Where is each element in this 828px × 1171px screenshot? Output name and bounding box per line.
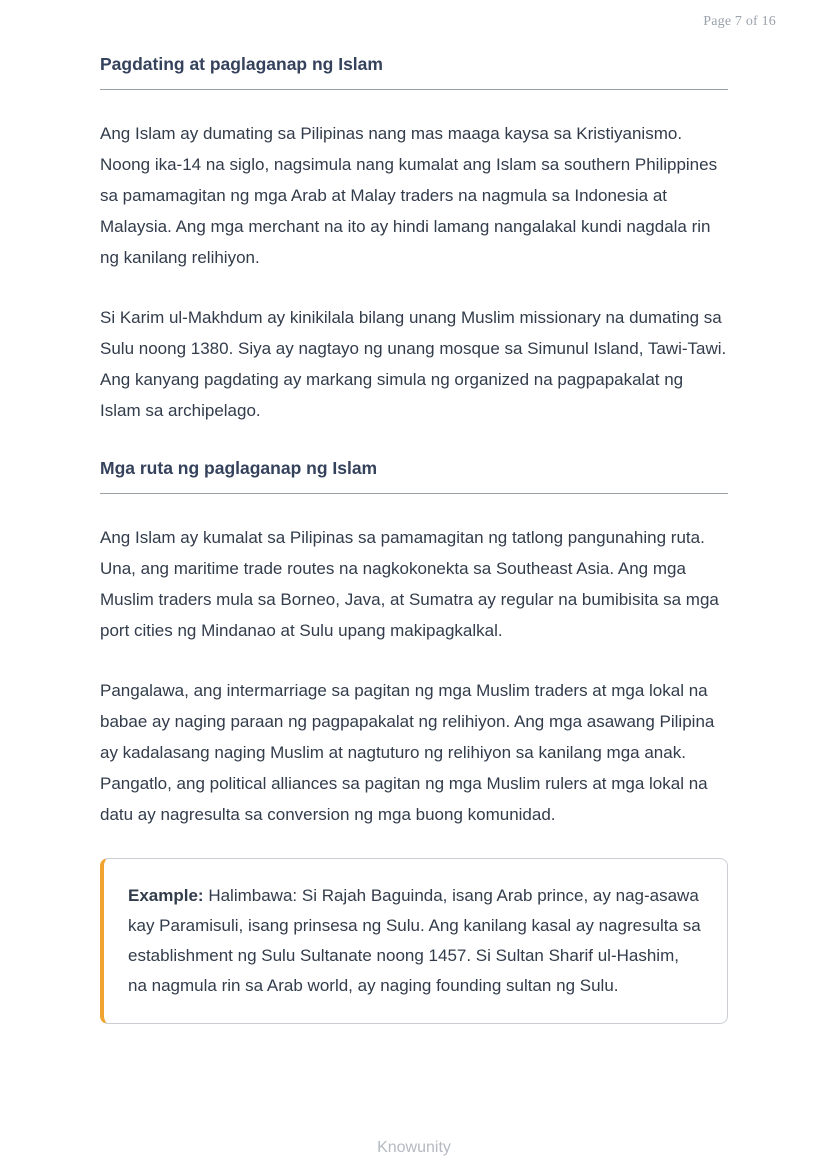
example-text — [128, 881, 701, 1001]
paragraph-intermarriage-alliances: Pangalawa, ang intermarriage sa pagitan ng mga Muslim traders at mga lokal na babae ay naging paraan ng pagpapakalat ng relihiyon. Ang mga asawang Pilipina ay kadalasang naging Muslim at nagtuturo ng relihiyon sa kanilang mga anak. Pangatlo, ang political alliances sa pagitan ng mga Muslim rulers at mga lokal na datu ay nagresulta sa conversion ng mga buong komunidad. — [100, 681, 715, 824]
paragraph-karim-ul-makhdum: Si Karim ul-Makhdum ay kinikilala bilang unang Muslim missionary na dumating sa Sulu noong 1380. Siya ay nagtayo ng unang mosque sa Simunul Island, Tawi-Tawi. Ang kanyang pagdating ay markang simula ng organized na pagpapakalat ng Islam sa archipelago. — [100, 308, 727, 420]
document-content — [100, 0, 728, 1024]
example-callout — [100, 858, 728, 1024]
example-body: Halimbawa: Si Rajah Baguinda, isang Arab prince, ay nag-asawa kay Paramisuli, isang prinsesa ng Sulu. Ang kanilang kasal ay nagresulta sa establishment ng Sulu Sultanate noong 1457. Si Sultan Sharif ul-Hashim, na nagmula rin sa Arab world, ay naging founding sultan ng Sulu. — [128, 886, 701, 995]
example-label: Example: — [128, 886, 204, 905]
section-heading-mga-ruta: Mga ruta ng paglaganap ng Islam — [100, 456, 728, 494]
paragraph-trade-routes: Ang Islam ay kumalat sa Pilipinas sa pamamagitan ng tatlong pangunahing ruta. Una, ang maritime trade routes na nagkokonekta sa Southeast Asia. Ang mga Muslim traders mula sa Borneo, Java, at Sumatra ay regular na bumibisita sa mga port cities ng Mindanao at Sulu upang makipagkalkal. — [100, 528, 719, 640]
section-heading-pagdating: Pagdating at paglaganap ng Islam — [100, 52, 728, 90]
page-number: Page 7 of 16 — [703, 14, 776, 29]
paragraph-islam-arrival: Ang Islam ay dumating sa Pilipinas nang mas maaga kaysa sa Kristiyanismo. Noong ika-14 na siglo, nagsimula nang kumalat ang Islam sa southern Philippines sa pamamagitan ng mga Arab at Malay traders na nagmula sa Indonesia at Malaysia. Ang mga merchant na ito ay hindi lamang nangalakal kundi nagdala rin ng kanilang relihiyon. — [100, 124, 718, 267]
footer-brand: Knowunity — [377, 1139, 451, 1156]
